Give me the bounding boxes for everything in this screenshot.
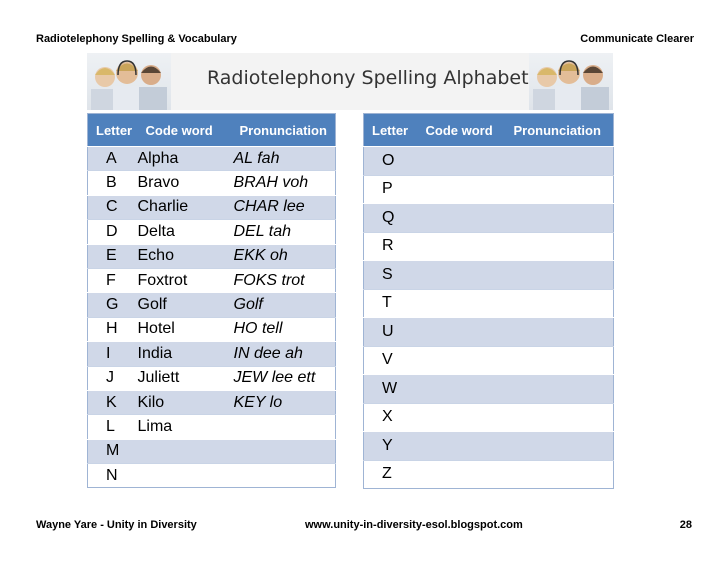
letter-cell: D bbox=[88, 220, 138, 244]
pronunciation-cell bbox=[506, 460, 614, 489]
letter-cell: U bbox=[364, 318, 418, 347]
code-word-cell: Foxtrot bbox=[138, 268, 232, 292]
letter-cell: R bbox=[364, 232, 418, 261]
table-row bbox=[364, 147, 614, 176]
code-word-cell: Delta bbox=[138, 220, 232, 244]
title-banner bbox=[87, 53, 613, 110]
table-row bbox=[364, 232, 614, 261]
column-header-code-word: Code word bbox=[138, 114, 232, 147]
code-word-cell bbox=[418, 261, 506, 290]
code-word-cell bbox=[418, 232, 506, 261]
letter-cell: Y bbox=[364, 432, 418, 461]
letter-cell: O bbox=[364, 147, 418, 176]
table-row bbox=[88, 390, 336, 414]
code-word-cell: Hotel bbox=[138, 317, 232, 341]
code-word-cell: Echo bbox=[138, 244, 232, 268]
pronunciation-cell bbox=[506, 403, 614, 432]
code-word-cell bbox=[418, 346, 506, 375]
alphabet-table-o-to-z bbox=[363, 113, 614, 489]
code-word-cell bbox=[418, 432, 506, 461]
table-row bbox=[88, 268, 336, 292]
letter-cell: A bbox=[88, 147, 138, 171]
table-row bbox=[364, 460, 614, 489]
code-word-cell bbox=[418, 318, 506, 347]
code-word-cell: Charlie bbox=[138, 195, 232, 219]
code-word-cell: Bravo bbox=[138, 171, 232, 195]
code-word-cell bbox=[418, 375, 506, 404]
table-row bbox=[364, 261, 614, 290]
table-header-row bbox=[88, 114, 336, 147]
headset-operators-photo bbox=[87, 53, 171, 110]
table-header-row bbox=[364, 114, 614, 147]
footer-author: Wayne Yare - Unity in Diversity bbox=[36, 519, 197, 531]
pronunciation-cell: EKK oh bbox=[232, 244, 336, 268]
table-row bbox=[88, 147, 336, 171]
table-row bbox=[88, 342, 336, 366]
letter-cell: T bbox=[364, 289, 418, 318]
code-word-cell bbox=[418, 175, 506, 204]
pronunciation-cell: HO tell bbox=[232, 317, 336, 341]
pronunciation-cell bbox=[506, 375, 614, 404]
page-number: 28 bbox=[679, 519, 692, 531]
letter-cell: C bbox=[88, 195, 138, 219]
letter-cell: N bbox=[88, 464, 138, 488]
code-word-cell bbox=[138, 439, 232, 463]
pronunciation-cell bbox=[232, 415, 336, 439]
pronunciation-cell: KEY lo bbox=[232, 390, 336, 414]
pronunciation-cell: BRAH voh bbox=[232, 171, 336, 195]
code-word-cell: Kilo bbox=[138, 390, 232, 414]
letter-cell: H bbox=[88, 317, 138, 341]
code-word-cell bbox=[418, 204, 506, 233]
code-word-cell: Juliett bbox=[138, 366, 232, 390]
pronunciation-cell bbox=[506, 232, 614, 261]
letter-cell: B bbox=[88, 171, 138, 195]
table-row bbox=[88, 244, 336, 268]
table-row bbox=[364, 204, 614, 233]
pronunciation-cell bbox=[232, 464, 336, 488]
page-title: Radiotelephony Spelling Alphabet bbox=[207, 67, 529, 89]
footer-website: www.unity-in-diversity-esol.blogspot.com bbox=[305, 519, 523, 531]
letter-cell: L bbox=[88, 415, 138, 439]
column-header-pronunciation: Pronunciation bbox=[506, 114, 614, 147]
code-word-cell: India bbox=[138, 342, 232, 366]
pronunciation-cell bbox=[506, 346, 614, 375]
pronunciation-cell: IN dee ah bbox=[232, 342, 336, 366]
pronunciation-cell bbox=[232, 439, 336, 463]
table-row bbox=[364, 403, 614, 432]
pronunciation-cell: FOKS trot bbox=[232, 268, 336, 292]
code-word-cell bbox=[138, 464, 232, 488]
table-row bbox=[88, 415, 336, 439]
table-row bbox=[88, 220, 336, 244]
table-row bbox=[364, 289, 614, 318]
pronunciation-cell: JEW lee ett bbox=[232, 366, 336, 390]
column-header-letter: Letter bbox=[88, 114, 138, 147]
pronunciation-cell bbox=[506, 261, 614, 290]
pronunciation-cell: CHAR lee bbox=[232, 195, 336, 219]
column-header-pronunciation: Pronunciation bbox=[232, 114, 336, 147]
table-row bbox=[364, 346, 614, 375]
pronunciation-cell bbox=[506, 289, 614, 318]
code-word-cell: Lima bbox=[138, 415, 232, 439]
table-row bbox=[364, 175, 614, 204]
code-word-cell bbox=[418, 147, 506, 176]
pronunciation-cell bbox=[506, 175, 614, 204]
pronunciation-cell: Golf bbox=[232, 293, 336, 317]
table-row bbox=[88, 195, 336, 219]
code-word-cell bbox=[418, 289, 506, 318]
table-row bbox=[88, 439, 336, 463]
pronunciation-cell bbox=[506, 318, 614, 347]
letter-cell: I bbox=[88, 342, 138, 366]
table-row bbox=[88, 317, 336, 341]
letter-cell: G bbox=[88, 293, 138, 317]
header-left: Radiotelephony Spelling & Vocabulary bbox=[36, 33, 237, 45]
code-word-cell bbox=[418, 460, 506, 489]
table-row bbox=[364, 432, 614, 461]
letter-cell: E bbox=[88, 244, 138, 268]
letter-cell: M bbox=[88, 439, 138, 463]
pronunciation-cell bbox=[506, 432, 614, 461]
table-row bbox=[364, 375, 614, 404]
table-row bbox=[88, 171, 336, 195]
pronunciation-cell: DEL tah bbox=[232, 220, 336, 244]
letter-cell: J bbox=[88, 366, 138, 390]
letter-cell: Q bbox=[364, 204, 418, 233]
letter-cell: P bbox=[364, 175, 418, 204]
letter-cell: X bbox=[364, 403, 418, 432]
column-header-code-word: Code word bbox=[418, 114, 506, 147]
header-right: Communicate Clearer bbox=[580, 33, 694, 45]
table-row bbox=[88, 293, 336, 317]
letter-cell: W bbox=[364, 375, 418, 404]
table-row bbox=[88, 366, 336, 390]
pronunciation-cell: AL fah bbox=[232, 147, 336, 171]
letter-cell: F bbox=[88, 268, 138, 292]
column-header-letter: Letter bbox=[364, 114, 418, 147]
table-row bbox=[88, 464, 336, 488]
code-word-cell: Golf bbox=[138, 293, 232, 317]
pronunciation-cell bbox=[506, 147, 614, 176]
table-row bbox=[364, 318, 614, 347]
code-word-cell: Alpha bbox=[138, 147, 232, 171]
letter-cell: K bbox=[88, 390, 138, 414]
letter-cell: Z bbox=[364, 460, 418, 489]
pronunciation-cell bbox=[506, 204, 614, 233]
alphabet-table-a-to-n bbox=[87, 113, 336, 488]
letter-cell: S bbox=[364, 261, 418, 290]
code-word-cell bbox=[418, 403, 506, 432]
letter-cell: V bbox=[364, 346, 418, 375]
headset-operators-photo bbox=[529, 53, 613, 110]
